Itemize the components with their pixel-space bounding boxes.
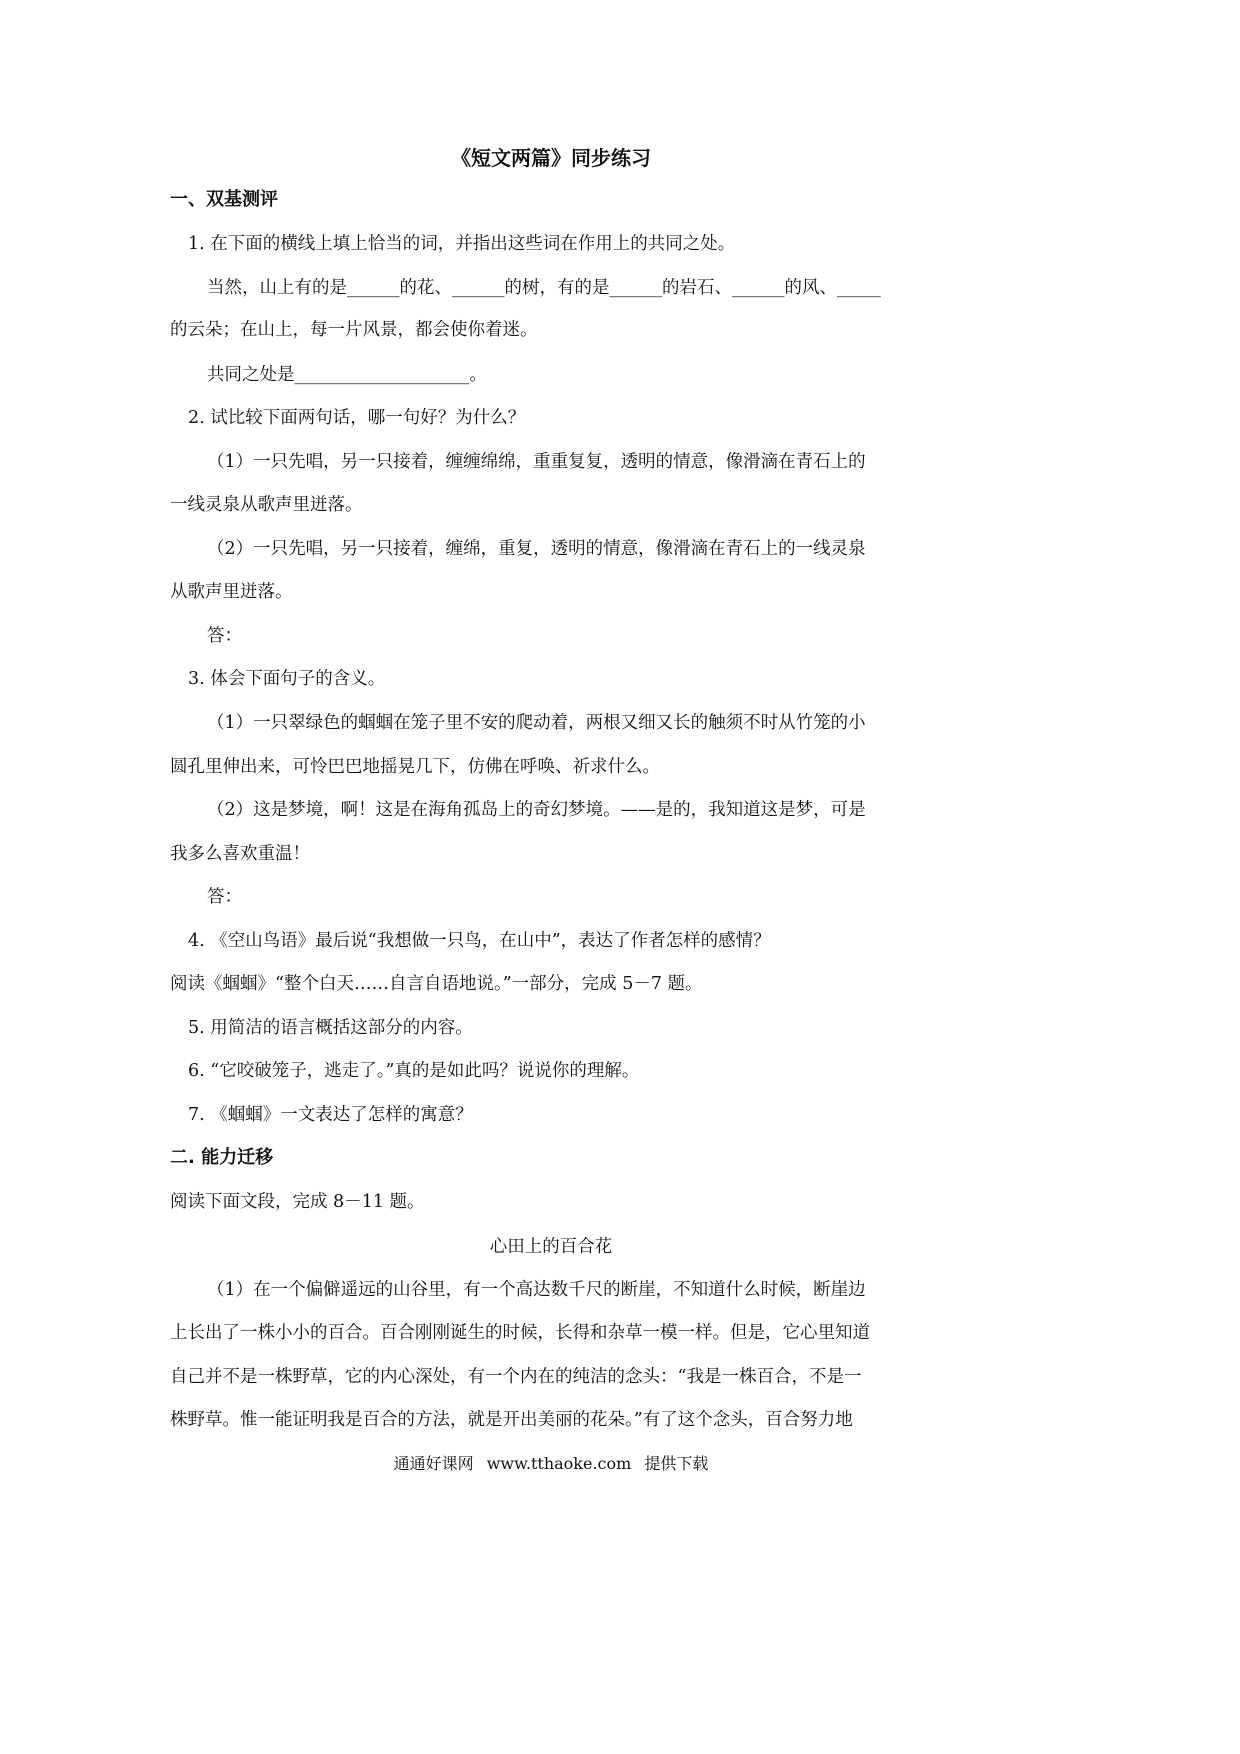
question-1-common-point: 共同之处是____________________。 [207,365,487,385]
footer-url[interactable]: www.tthaoke.com [486,1454,632,1473]
footer-suffix: 提供下载 [644,1454,709,1473]
question-3-sentence-1-line-2: 圆孔里伸出来，可怜巴巴地摇晃几下，仿佛在呼唤、祈求什么。 [170,757,660,777]
question-5: 5. 用简洁的语言概括这部分的内容。 [188,1018,473,1038]
page-title: 《短文两篇》同步练习 [451,146,651,170]
question-2-sentence-2-line-1: （2）一只先唱，另一只接着，缠绵，重复，透明的情意，像滑滴在青石上的一线灵泉 [207,539,866,559]
answer-label: 答： [207,626,242,646]
passage-paragraph-line: 自己并不是一株野草，它的内心深处，有一个内在的纯洁的念头：“我是一株百合，不是一 [170,1367,862,1387]
footer-site-name: 通通好课网 [393,1454,474,1473]
question-3-sentence-1-line-1: （1）一只翠绿色的蝈蝈在笼子里不安的爬动着，两根又细又长的触须不时从竹笼的小 [207,713,866,733]
question-1-fill-line-2: 的云朵；在山上，每一片风景，都会使你着迷。 [170,320,538,340]
passage-paragraph-line: 上长出了一株小小的百合。百合刚刚诞生的时候，长得和杂草一模一样。但是，它心里知道 [170,1323,870,1343]
section-heading-ability: 二. 能力迁移 [170,1147,274,1168]
question-4: 4. 《空山鸟语》最后说“我想做一只鸟，在山中”，表达了作者怎样的感情？ [188,931,771,951]
passage-paragraph-line: （1）在一个偏僻遥远的山谷里，有一个高达数千尺的断崖，不知道什么时候，断崖边 [207,1280,866,1300]
question-2-sentence-1-line-2: 一线灵泉从歌声里迸落。 [170,495,363,515]
passage-title: 心田上的百合花 [489,1237,613,1257]
question-6: 6. “它咬破笼子，逃走了。”真的是如此吗？说说你的理解。 [188,1061,640,1081]
question-3-sentence-2-line-1: （2）这是梦境，啊！这是在海角孤岛上的奇幻梦境。——是的，我知道这是梦，可是 [207,800,866,820]
question-3-sentence-2-line-2: 我多么喜欢重温！ [170,844,310,864]
question-1: 1. 在下面的横线上填上恰当的词，并指出这些词在作用上的共同之处。 [188,234,736,254]
question-2-sentence-2-line-2: 从歌声里迸落。 [170,582,293,602]
question-2: 2. 试比较下面两句话，哪一句好？为什么？ [188,408,526,428]
question-7: 7. 《蝈蝈》一文表达了怎样的寓意？ [188,1105,473,1125]
reading-instruction-1: 阅读《蝈蝈》“整个白天……自言自语地说。”一部分，完成 5－7 题。 [170,974,703,994]
page-footer [0,1453,1102,1475]
answer-label: 答： [207,887,242,907]
reading-instruction-2: 阅读下面文段，完成 8－11 题。 [170,1192,425,1212]
question-2-sentence-1-line-1: （1）一只先唱，另一只接着，缠缠绵绵，重重复复，透明的情意，像滑滴在青石上的 [207,452,866,472]
question-3: 3. 体会下面句子的含义。 [188,669,386,689]
section-heading-basic: 一、双基测评 [170,189,278,210]
question-1-fill-line-1: 当然，山上有的是______的花、______的树，有的是______的岩石、______的风、_____ [207,278,881,298]
passage-paragraph-line: 株野草。惟一能证明我是百合的方法，就是开出美丽的花朵。”有了这个念头，百合努力地 [170,1410,853,1430]
